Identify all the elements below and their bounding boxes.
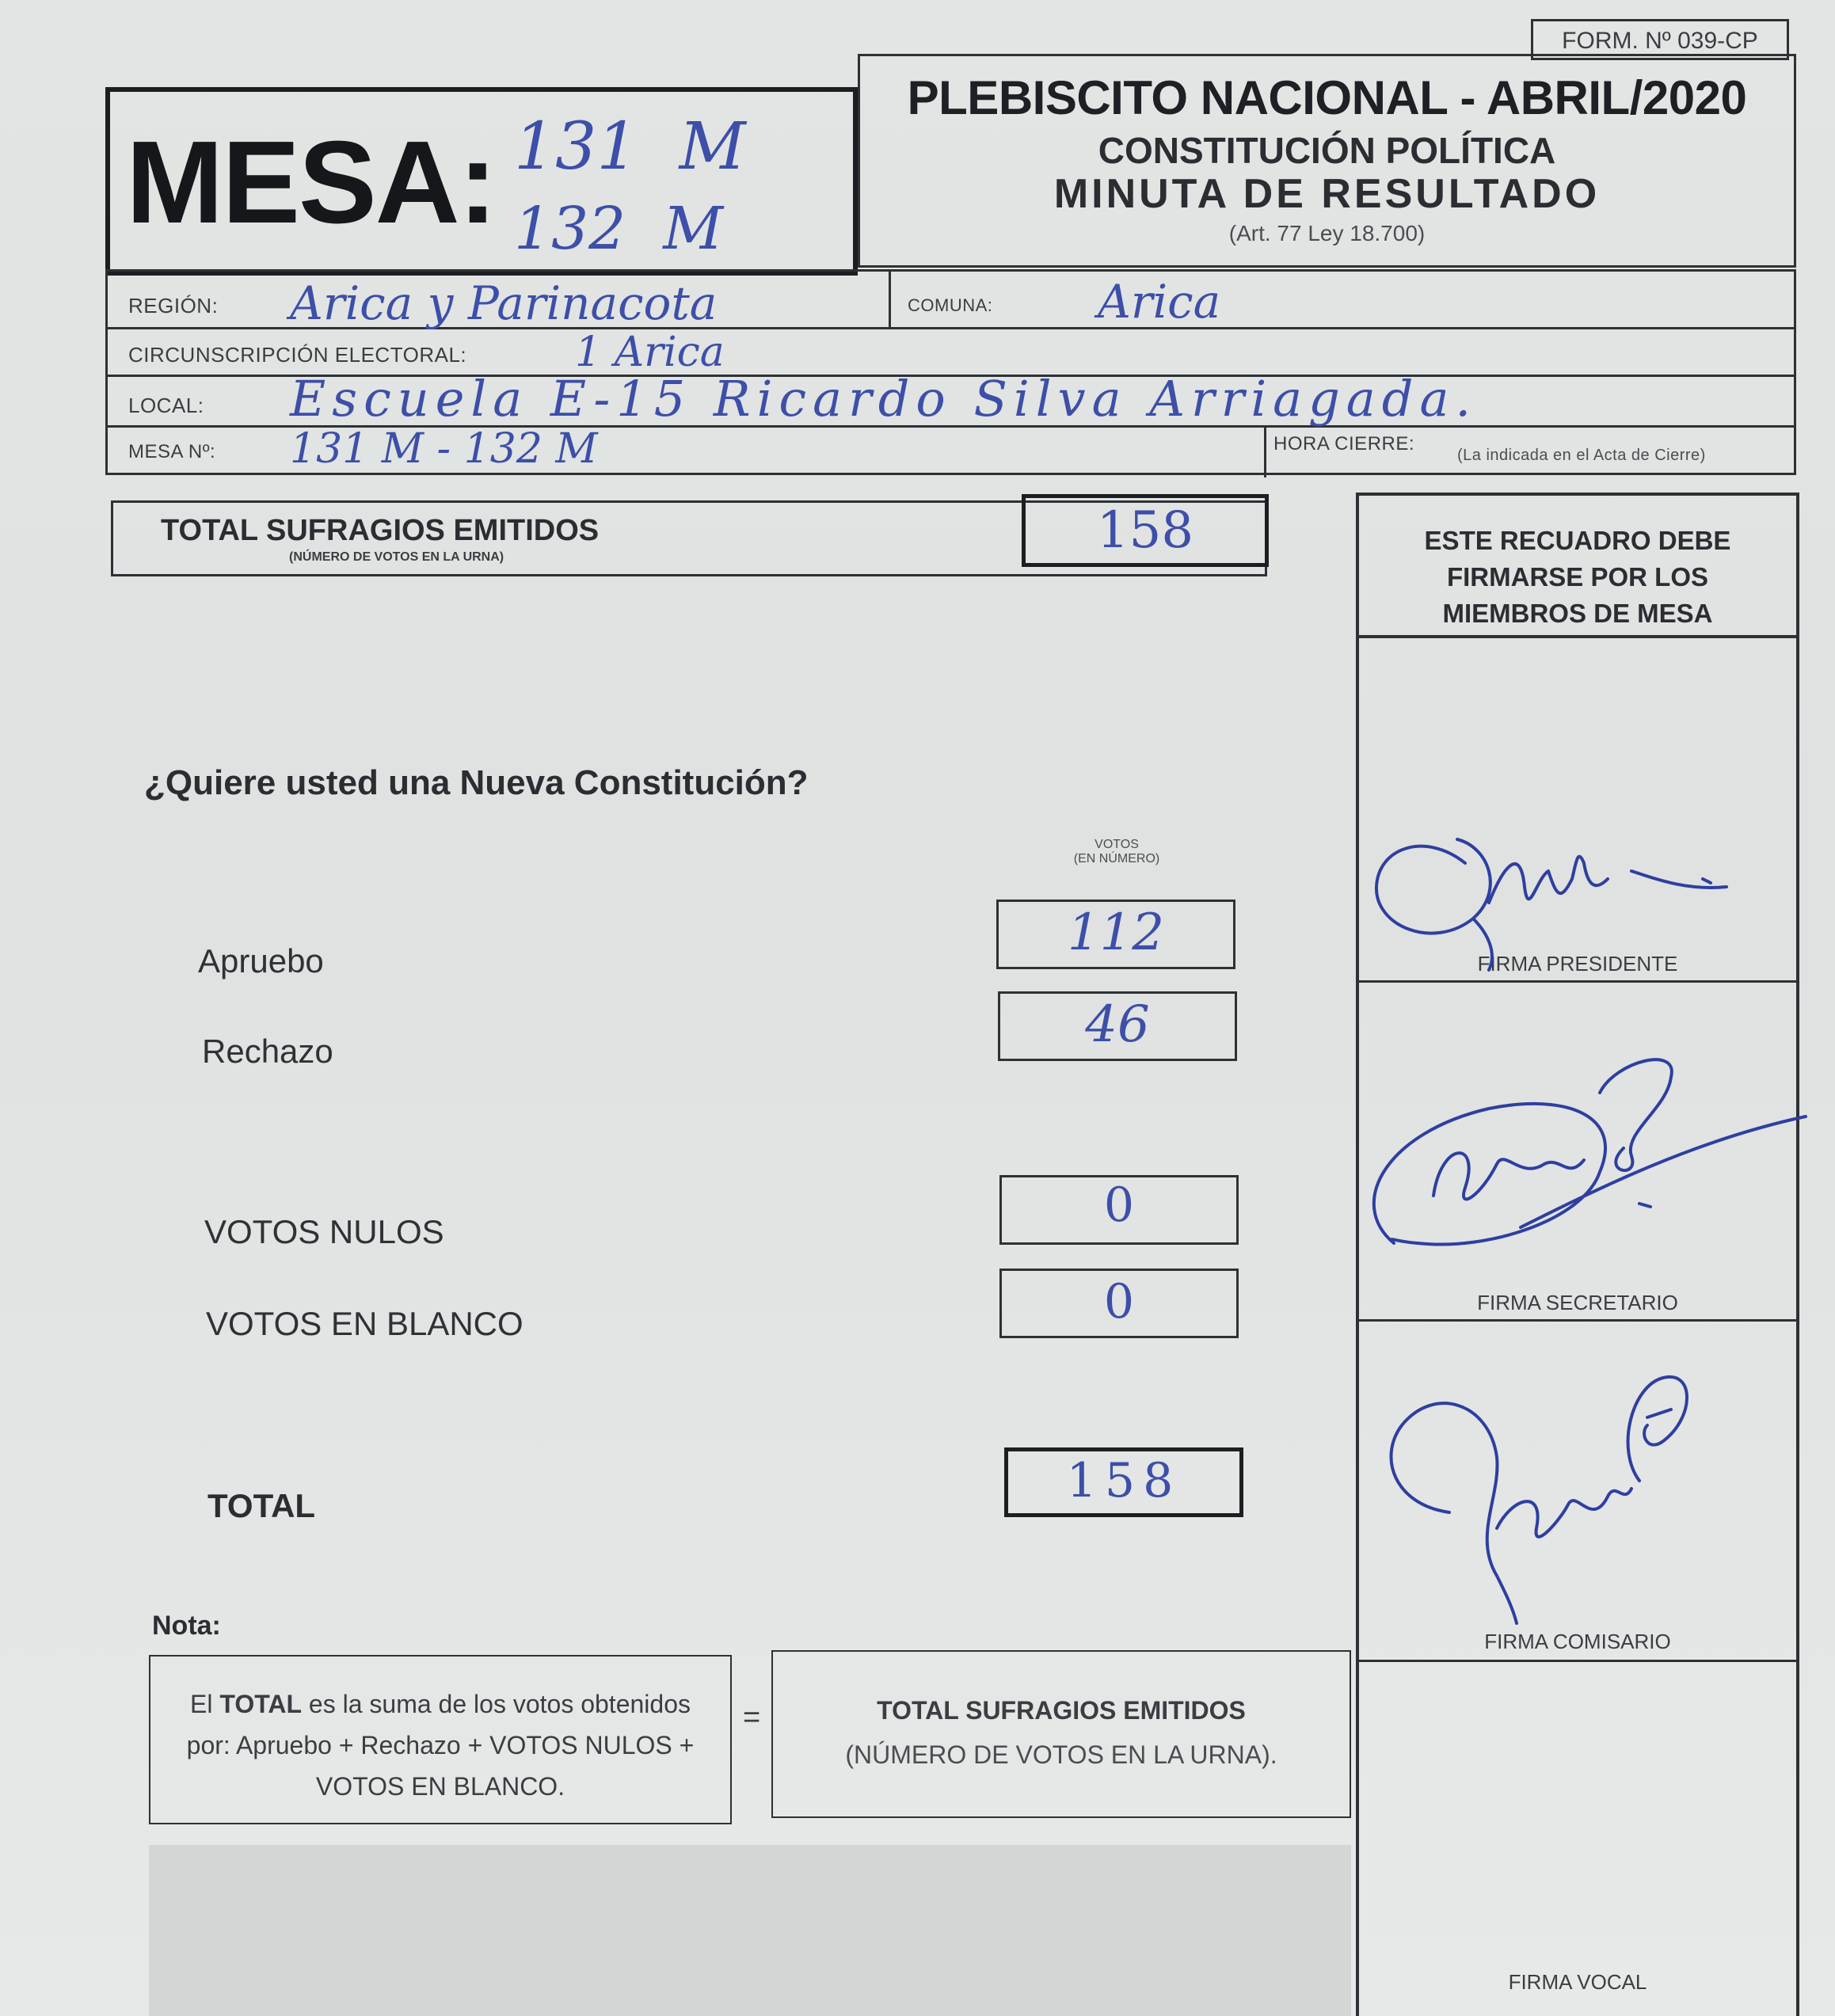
option-label: Rechazo: [202, 1033, 333, 1070]
vote-value: 0: [1103, 1274, 1135, 1329]
nota-equals: =: [743, 1701, 761, 1734]
vote-value: 112: [1067, 903, 1165, 962]
header-box: [858, 54, 1796, 268]
region-label: REGIÓN:: [128, 294, 219, 318]
constitucion-subtitle: CONSTITUCIÓN POLÍTICA: [1098, 130, 1556, 171]
nota-left-box: [149, 1655, 732, 1824]
signature-header: [1359, 523, 1796, 632]
circunscripcion-label: CIRCUNSCRIPCIÓN ELECTORAL:: [128, 343, 467, 367]
signature-header-line-1: ESTE RECUADRO DEBE: [1424, 526, 1731, 555]
hora-cierre-label: HORA CIERRE:: [1273, 433, 1415, 455]
total-emitidos-label: TOTAL SUFRAGIOS EMITIDOS: [161, 514, 600, 547]
signature-header-line-2: FIRMARSE POR LOS: [1446, 562, 1709, 591]
vote-value-box: [996, 900, 1235, 969]
nota-right-line-2: (NÚMERO DE VOTOS EN LA URNA).: [845, 1740, 1277, 1769]
nota-left-line-3: VOTOS EN BLANCO.: [315, 1772, 565, 1801]
firma-vocal-label: FIRMA VOCAL: [1508, 1970, 1647, 1994]
votes-header-line-2: (EN NÚMERO): [1073, 852, 1160, 865]
option-label: VOTOS NULOS: [204, 1213, 444, 1250]
votes-header: [1030, 838, 1204, 866]
vote-value-box: [999, 1269, 1239, 1338]
vote-value-box: [999, 1175, 1239, 1245]
comuna-value: Arica: [1098, 275, 1221, 329]
nota-right-box: [771, 1650, 1351, 1818]
vote-value-box: [998, 991, 1237, 1061]
option-label: Apruebo: [198, 942, 324, 979]
question-text: ¿Quiere usted una Nueva Constitución?: [144, 763, 809, 802]
total-value: 158: [1066, 1453, 1182, 1508]
comuna-label: COMUNA:: [908, 295, 993, 315]
form-number: FORM. Nº 039-CP: [1562, 28, 1758, 54]
legal-reference: (Art. 77 Ley 18.700): [1228, 221, 1426, 245]
signature-secretario: [1362, 1045, 1806, 1299]
total-emitidos-sublabel: (NÚMERO DE VOTOS EN LA URNA): [289, 550, 504, 564]
region-value: Arica y Parinacota: [290, 276, 718, 330]
blank-shaded-area: [149, 1845, 1351, 2016]
total-value-box: [1004, 1447, 1243, 1517]
nota-left-rest: es la suma de los votos obtenidos: [302, 1690, 691, 1718]
local-value: Escuela E-15 Ricardo Silva Arriagada.: [290, 370, 1478, 428]
nota-left-prefix: El: [190, 1690, 220, 1718]
nota-label: Nota:: [152, 1611, 221, 1641]
total-emitidos-value: 158: [1096, 501, 1194, 560]
option-label: VOTOS EN BLANCO: [206, 1305, 523, 1342]
circunscripcion-value: 1 Arica: [575, 329, 725, 376]
minuta-title: MINUTA DE RESULTADO: [1053, 171, 1601, 217]
votes-header-line-1: VOTOS: [1095, 838, 1139, 851]
signature-comisario: [1378, 1370, 1711, 1623]
info-fields-box: [105, 269, 1796, 475]
mesa-label: MESA:: [126, 117, 496, 248]
local-label: LOCAL:: [128, 394, 204, 417]
mesa-number-label: MESA Nº:: [128, 441, 216, 462]
plebiscito-title: PLEBISCITO NACIONAL - ABRIL/2020: [907, 71, 1747, 124]
firma-presidente-label: FIRMA PRESIDENTE: [1477, 952, 1678, 976]
nota-left-line-1: [150, 1683, 730, 1725]
total-label: TOTAL: [207, 1487, 316, 1524]
signature-header-line-3: MIEMBROS DE MESA: [1442, 599, 1713, 628]
total-emitidos-value-box: [1022, 494, 1269, 567]
hora-cierre-note: (La indicada en el Acta de Cierre): [1457, 447, 1706, 464]
mesa-box: [105, 87, 858, 276]
nota-left-bold: TOTAL: [219, 1690, 303, 1718]
nota-left-line-2: por: Apruebo + Rechazo + VOTOS NULOS +: [186, 1731, 695, 1759]
firma-secretario-label: FIRMA SECRETARIO: [1477, 1291, 1678, 1314]
vote-value: 0: [1103, 1177, 1135, 1233]
firma-comisario-label: FIRMA COMISARIO: [1484, 1630, 1671, 1653]
nota-right-line-1: TOTAL SUFRAGIOS EMITIDOS: [877, 1696, 1246, 1725]
nota-left-text: [150, 1683, 730, 1807]
mesa-number-value: 131 M - 132 M: [290, 425, 598, 473]
signature-presidente: [1370, 816, 1742, 974]
vote-value: 46: [1085, 995, 1150, 1054]
mesa-line-1: 131 M: [514, 109, 746, 184]
mesa-line-2: 132 M: [514, 195, 724, 263]
